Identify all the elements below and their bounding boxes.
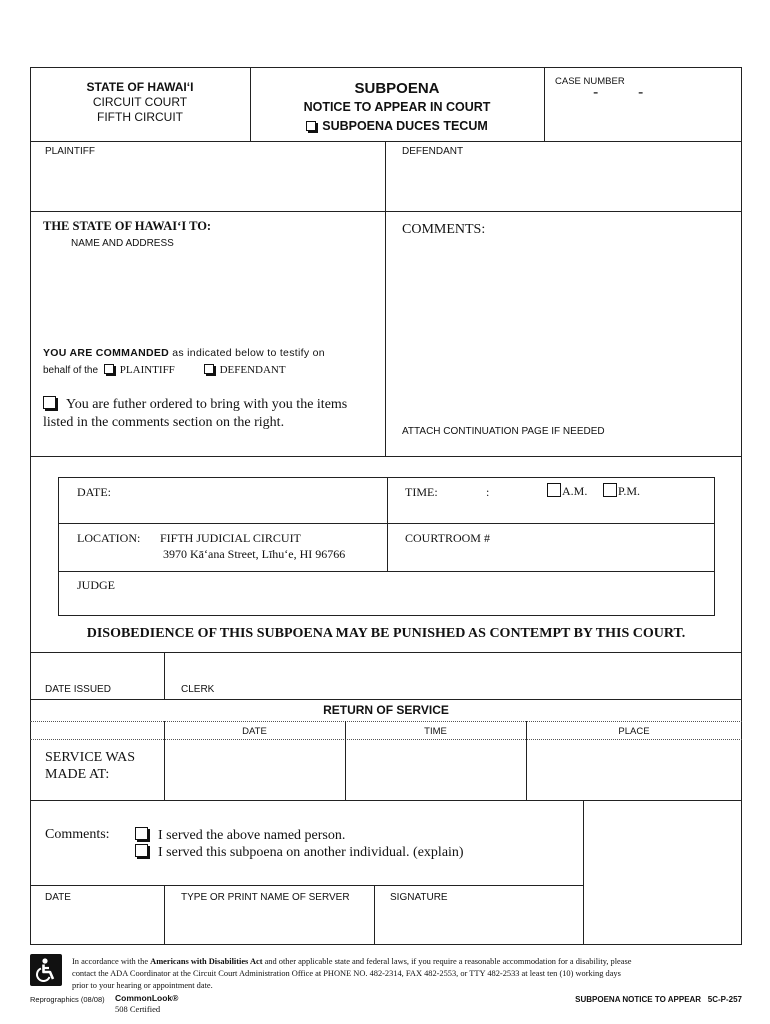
case-number-label: CASE NUMBER: [555, 76, 625, 87]
ros-header-bottom: [30, 739, 742, 740]
further-order-line2: listed in the comments section on the right.: [43, 415, 285, 430]
header-divider-2: [544, 67, 545, 142]
served-person-option[interactable]: [135, 827, 345, 844]
plaintiff-option-label: PLAINTIFF: [119, 364, 175, 376]
commanded-bold: YOU ARE COMMANDED: [43, 347, 170, 359]
server-date-label: DATE: [45, 892, 71, 903]
duces-tecum-checkbox[interactable]: [306, 121, 316, 131]
am-checkbox[interactable]: [547, 483, 561, 497]
server-name-label: TYPE OR PRINT NAME OF SERVER: [181, 892, 350, 903]
ros-header-top: [30, 721, 742, 722]
defendant-option[interactable]: [204, 364, 286, 376]
appearance-row2-bottom: [58, 571, 715, 572]
ada-notice: [72, 956, 742, 992]
pm-checkbox[interactable]: [603, 483, 617, 497]
behalf-label: behalf of the: [43, 365, 99, 376]
parties-bottom: [30, 211, 742, 212]
served-person-label: I served the above named person.: [158, 828, 346, 843]
court-type: CIRCUIT COURT: [92, 95, 188, 109]
reprographics-text: Reprographics (08/08): [30, 995, 105, 1004]
location-line1: FIFTH JUDICIAL CIRCUIT: [160, 531, 301, 545]
behalf-line: [43, 364, 286, 376]
service-comments-label: Comments:: [45, 827, 110, 842]
accessibility-icon: [30, 954, 62, 986]
title-block: [250, 80, 544, 136]
server-divider-2: [374, 885, 375, 944]
issuance-top: [30, 652, 742, 653]
served-other-label: I served this subpoena on another individual. (explain): [158, 845, 464, 860]
parties-divider: [385, 141, 386, 457]
server-name-field[interactable]: [168, 906, 370, 942]
addressee-bottom: [30, 456, 742, 457]
server-signature-field[interactable]: [378, 906, 580, 942]
issuance-divider: [164, 652, 165, 700]
signature-label: SIGNATURE: [390, 892, 448, 903]
commanded-rest: as indicated below to testify on: [169, 347, 325, 359]
ros-place-col: PLACE: [618, 726, 650, 737]
ros-date-col: DATE: [242, 726, 267, 737]
made-at-text: MADE AT:: [45, 767, 110, 782]
server-date-field[interactable]: [34, 906, 160, 942]
defendant-option-label: DEFENDANT: [219, 364, 286, 376]
time-colon: :: [486, 485, 490, 499]
server-divider-1: [164, 885, 165, 944]
service-was-text: SERVICE WAS: [45, 750, 136, 765]
ada-bold: Americans with Disabilities Act: [150, 957, 263, 966]
am-option[interactable]: [547, 483, 587, 499]
header-bottom: [30, 141, 742, 142]
service-time-field[interactable]: [349, 743, 523, 797]
clerk-signature-field[interactable]: [170, 655, 738, 681]
name-address-label: NAME AND ADDRESS: [71, 238, 174, 249]
court-name-block: [30, 80, 250, 125]
date-label: DATE:: [77, 485, 111, 499]
judge-field[interactable]: [125, 575, 710, 613]
case-number-dash-2: -: [638, 84, 644, 101]
date-field[interactable]: [115, 480, 383, 520]
plaintiff-checkbox[interactable]: [104, 364, 114, 374]
duces-tecum-option[interactable]: [250, 117, 544, 136]
am-label: A.M.: [562, 484, 588, 498]
ada-rest1: and other applicable state and federal laws, if you require a reasonable accommodation for a disability, please: [262, 957, 632, 966]
defendant-label: DEFENDANT: [402, 146, 464, 157]
service-date-field[interactable]: [168, 743, 342, 797]
location-line2: 3970 Kā‘ana Street, Līhu‘e, HI 96766: [163, 547, 346, 561]
ada-line3: prior to your hearing or appointment date.: [72, 981, 213, 990]
further-order-checkbox[interactable]: [43, 396, 56, 409]
further-order[interactable]: [43, 396, 347, 432]
form-id: SUBPOENA NOTICE TO APPEAR 5C-P-257: [575, 995, 742, 1004]
ada-line2: contact the ADA Coordinator at the Circuit Court Administration Office at PHONE NO. 482-2314, FAX 482-2553, or TTY 482-2533 at least ten (10) working days: [72, 969, 621, 978]
courtroom-label: COURTROOM #: [405, 531, 490, 545]
page-subtitle: NOTICE TO APPEAR IN COURT: [303, 100, 491, 114]
commanded-line: [43, 347, 325, 359]
state-to-heading: THE STATE OF HAWAI‘I TO:: [43, 219, 212, 233]
server-row-top: [30, 885, 583, 886]
judge-label: JUDGE: [77, 578, 115, 592]
contempt-warning: DISOBEDIENCE OF THIS SUBPOENA MAY BE PUNISHED AS CONTEMPT BY THIS COURT.: [86, 626, 686, 641]
clerk-label: CLERK: [181, 684, 215, 695]
issuance-bottom: [30, 699, 742, 700]
case-number-dash-1: -: [593, 84, 599, 101]
certified-text: 508 Certified: [115, 1004, 161, 1014]
service-made-at-label: [45, 749, 135, 783]
time-label: TIME:: [405, 485, 438, 499]
service-place-field[interactable]: [530, 743, 738, 797]
appearance-divider: [387, 477, 388, 571]
plaintiff-field[interactable]: [32, 160, 382, 208]
court-circuit: FIFTH CIRCUIT: [97, 110, 183, 124]
courtroom-field[interactable]: [500, 526, 710, 568]
court-state: STATE OF HAWAI‘I: [86, 80, 194, 94]
served-other-option[interactable]: [135, 844, 464, 861]
duces-tecum-label: SUBPOENA DUCES TECUM: [322, 119, 488, 133]
date-issued-label: DATE ISSUED: [45, 684, 111, 695]
page-title: SUBPOENA: [354, 80, 440, 97]
ada-pre: In accordance with the: [72, 957, 151, 966]
pm-label: P.M.: [618, 484, 641, 498]
further-order-line1: You are futher ordered to bring with you the items: [66, 397, 348, 412]
attach-note: ATTACH CONTINUATION PAGE IF NEEDED: [402, 426, 605, 437]
plaintiff-label: PLAINTIFF: [45, 146, 96, 157]
defendant-field[interactable]: [388, 160, 738, 208]
served-person-checkbox[interactable]: [135, 827, 148, 840]
comments-heading: COMMENTS:: [402, 222, 486, 237]
ros-row-bottom: [30, 800, 742, 801]
ros-time-col: TIME: [424, 726, 447, 737]
pm-option[interactable]: [603, 483, 640, 499]
location-label: LOCATION:: [77, 531, 141, 545]
name-address-field[interactable]: [40, 252, 380, 337]
case-number-field[interactable]: [546, 92, 740, 138]
commonlook-logo: CommonLook®: [115, 993, 179, 1003]
served-other-checkbox[interactable]: [135, 844, 148, 857]
defendant-checkbox[interactable]: [204, 364, 214, 374]
plaintiff-option[interactable]: [104, 364, 175, 376]
comments-field[interactable]: [392, 245, 737, 415]
comments-right-border: [583, 800, 584, 944]
date-issued-field[interactable]: [34, 655, 160, 681]
return-of-service-title: RETURN OF SERVICE: [323, 703, 449, 717]
